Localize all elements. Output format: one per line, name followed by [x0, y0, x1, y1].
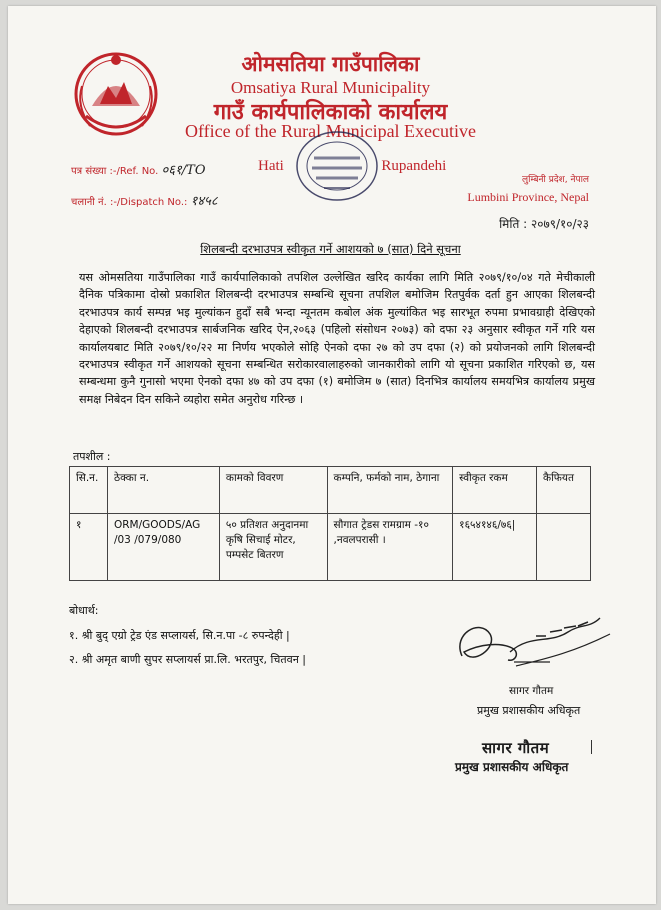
cell-contract-no: ORM/GOODS/AG /03 /079/080: [107, 514, 219, 581]
municipality-name-nepali: ओमसतिया गाउँपालिका: [241, 52, 420, 76]
handwritten-signature: [450, 604, 620, 684]
dispatch-number: [71, 191, 218, 209]
header-contract-no: ठेक्का न.: [107, 467, 219, 514]
table-row: [70, 514, 591, 581]
cell-company: सौगात ट्रेडस रामग्राम -१० ,नवलपरासी ।: [327, 514, 453, 581]
cc-item: २. श्री अमृत बाणी सुपर सप्लायर्स प्रा.लि. भरतपुर, चितवन |: [69, 653, 307, 666]
details-label: तपशील :: [73, 450, 111, 463]
header-amount: स्वीकृत रकम: [453, 467, 537, 514]
cell-amount: १६५४१४६/७६|: [453, 514, 537, 581]
reference-value: ०६१/ТО: [161, 163, 206, 178]
cell-description: ५० प्रतिशत अनुदानमा कृषि सिचाई मोटर, पम्पसेट बितरण: [219, 514, 327, 581]
office-seal-stamp: [294, 128, 380, 204]
header-company: कम्पनि, फर्मको नाम, ठेगाना: [327, 467, 453, 514]
name-stamp: सागर गौतम: [482, 739, 550, 757]
signatory-title: प्रमुख प्रशासकीय अधिकृत: [477, 704, 581, 717]
table-header-row: [70, 467, 591, 514]
signatory-name: सागर गौतम: [509, 685, 554, 697]
header-sn: सि.न.: [70, 467, 108, 514]
office-name-english: Office of the Rural Municipal Executive: [184, 121, 477, 141]
reference-number: [71, 160, 206, 178]
title-stamp: प्रमुख प्रशासकीय अधिकृत: [455, 760, 569, 774]
office-name-nepali: गाउँ कार्यपालिकाको कार्यालय: [213, 100, 448, 125]
header-description: कामको विवरण: [219, 467, 327, 514]
cell-remarks: [537, 514, 591, 581]
cc-label: बोधार्थ:: [69, 604, 99, 617]
subject-text: शिलबन्दी दरभाउपत्र स्वीकृत गर्ने आशयको ७ (सात) दिने सूचना: [200, 242, 461, 256]
dispatch-value: १४५८: [190, 194, 218, 209]
notice-body: यस ओमसतिया गाउँपालिका गाउँ कार्यपालिकाको तपशिल उल्लेखित खरिद कार्यका लागि मिति २०७९/१०/०४ गते मेचीकाली दैनिक पत्रिकामा दोस्रो प्रकाशित शिलबन्दी दरभाउपत्र सम्बन्धि सूचना तपशिल बमोजिम रितपुर्वक दर्ता हुन आएका शिलबन्दी दरभाउपत्र कार्य सम्पन्न भइ मुल्यांकन हुदाँ सबै भन्दा न्यूनतम कबोल अंक मुल्यांकित भइ सारभूत रुपमा प्रभावग्राही देखिएको देहाएको शिलबन्दी दरभाउपत्र सार्बजनिक खरिद ऐन,२०६३ (पहिलो संसोधन २०७३) को दफा २३ अनुसार स्वीकृत गर्ने गरि यस कार्यालयबाट मिति २०७९/१०/२२ मा निर्णय भएकोले सोहि ऐनको दफा २७ को उप दफा (२) को प्रयोजनको लागि शिलबन्दी दरभाउपत्र स्वीकृत गर्ने आशयको सूचना सम्बन्धित सरोकारवालाहरुको जानकारीको लागि यो सूचना प्रकाशित गरिएको छ, यस सम्बन्धमा कुनै गुनासो भएमा ऐनको दफा ४७ को उप दफा (१) बमोजिम ७ (सात) दिनभित्र कार्यालय समयभित्र कार्यालय प्रमुख समक्ष निबेदन दिन सकिने व्यहोरा समेत अनुरोध गरिन्छ ।: [79, 271, 595, 406]
province-english: Lumbini Province, Nepal: [467, 190, 589, 204]
dispatch-label: चलानी नं. :-/Dispatch No.:: [71, 197, 188, 208]
office-address: Hati Rupandehi: [258, 158, 447, 174]
municipality-name-english: Omsatiya Rural Municipality: [230, 78, 431, 97]
details-table: [69, 466, 591, 581]
province-nepali: लुम्बिनी प्रदेश, नेपाल: [522, 175, 589, 185]
cc-item: १. श्री बुद् एग्रो ट्रेड एंड सप्लायर्स, सि.न.पा -८ रुपन्देही |: [69, 629, 290, 642]
subject-line: [0, 242, 661, 257]
cell-sn: १: [70, 514, 108, 581]
reference-label: पत्र संख्या :-/Ref. No.: [71, 166, 159, 177]
header-remarks: कैफियत: [537, 467, 591, 514]
letter-date: मिति : २०७९/१०/२३: [499, 217, 589, 231]
ink-mark: [591, 740, 592, 754]
